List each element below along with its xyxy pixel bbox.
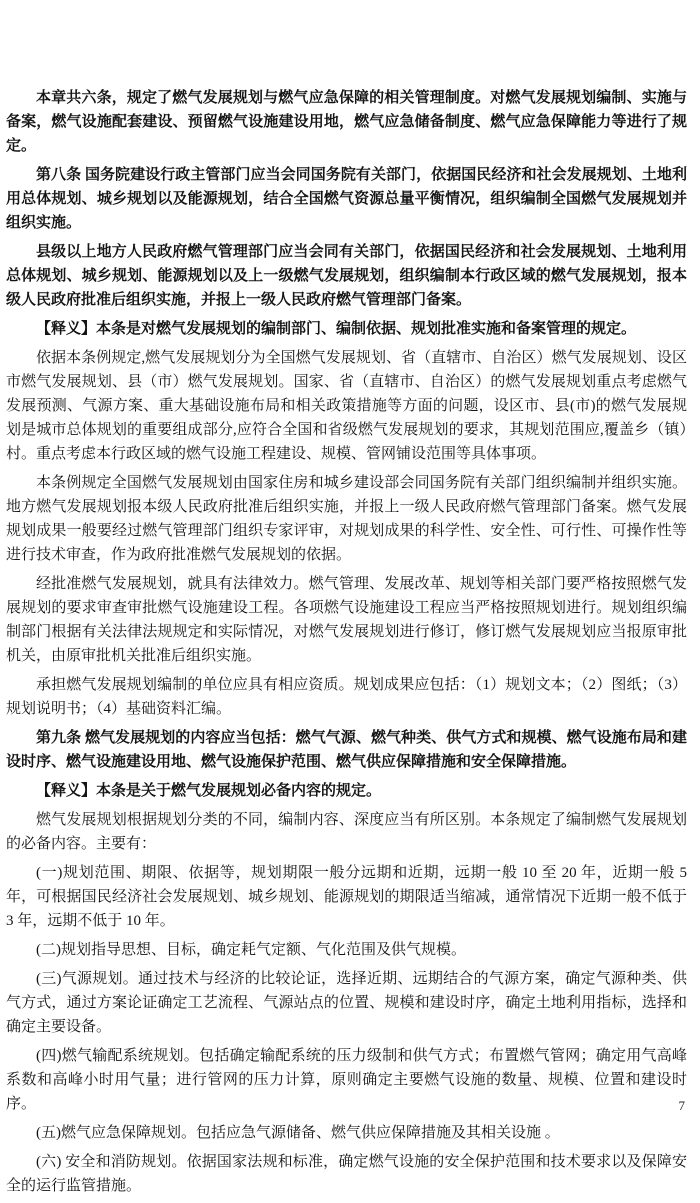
list-item-paragraph: (二)规划指导思想、目标，确定耗气定额、气化范围及供气规模。 [36,942,466,958]
interpretation-paragraph: 本条例规定全国燃气发展规划由国家住房和城乡建设部会同国务院有关部门组织编制并组织实施。地方燃气发展规划报本级人民政府批准后组织实施，并报上一级人民政府燃气管理部门备案。燃气发展规划成果一般要经过燃气管理部门组织专家评审，对规划成果的科学性、安全性、可行性、可操作性等进行技术审查，作为政府批准燃气发展规划的依据。 [6,475,687,563]
article-8-text-continued: 县级以上地方人民政府燃气管理部门应当会同有关部门，依据国民经济和社会发展规划、土地利用总体规划、城乡规划、能源规划以及上一级燃气发展规划，组织编制本行政区域的燃气发展规划，报本级人民政府批准后组织实施，并报上一级人民政府燃气管理部门备案。 [6,244,687,308]
chapter-overview-paragraph: 本章共六条，规定了燃气发展规划与燃气应急保障的相关管理制度。对燃气发展规划编制、实施与备案，燃气设施配套建设、预留燃气设施建设用地，燃气应急储备制度、燃气应急保障能力等进行了规定。 [6,90,687,154]
list-item-paragraph: (六) 安全和消防规划。依据国家法规和标准，确定燃气设施的安全保护范围和技术要求以及保障安全的运行监管措施。 [6,1154,687,1194]
interpretation-paragraph: 经批准燃气发展规划，就具有法律效力。燃气管理、发展改革、规划等相关部门要严格按照燃气发展规划的要求审查审批燃气设施建设工程。各项燃气设施建设工程应当严格按照规划进行。规划组织编制部门根据有关法律法规规定和实际情况，对燃气发展规划进行修订，修订燃气发展规划应当报原审批机关，由原审批机关批准后组织实施。 [6,576,687,664]
list-item-paragraph: (三)气源规划。通过技术与经济的比较论证，选择近期、远期结合的气源方案，确定气源种类、供气方式，通过方案论证确定工艺流程、气源站点的位置、规模和建设时序，确定土地利用指标，选择和确定主要设备。 [6,971,687,1035]
article-8-interpretation-heading: 【释义】本条是对燃气发展规划的编制部门、编制依据、规划批准实施和备案管理的规定。 [36,321,637,337]
interpretation-paragraph: 依据本条例规定,燃气发展规划分为全国燃气发展规划、省（直辖市、自治区）燃气发展规划、设区市燃气发展规划、县（市）燃气发展规划。国家、省（直辖市、自治区）的燃气发展规划重点考虑燃气发展预测、气源方案、重大基础设施布局和相关政策措施等方面的问题，设区市、县(市)的燃气发展规划是城市总体规划的重要组成部分,应符合全国和省级燃气发展规划的要求，其规划范围应,覆盖乡（镇）村。重点考虑本行政区域的燃气设施工程建设、规模、管网铺设范围等具体事项。 [6,350,687,462]
article-9-text: 第九条 燃气发展规划的内容应当包括：燃气气源、燃气种类、供气方式和规模、燃气设施布局和建设时序、燃气设施建设用地、燃气设施保护范围、燃气供应保障措施和安全保障措施。 [6,730,687,770]
article-8-text: 第八条 国务院建设行政主管部门应当会同国务院有关部门，依据国民经济和社会发展规划、土地利用总体规划、城乡规划以及能源规划，结合全国燃气资源总量平衡情况，组织编制全国燃气发展规划并组织实施。 [6,167,687,231]
page-number: 7 [678,1098,685,1113]
interpretation-paragraph: 燃气发展规划根据规划分类的不同，编制内容、深度应当有所区别。本条规定了编制燃气发展规划的必备内容。主要有： [6,812,687,852]
article-9-interpretation-heading: 【释义】本条是关于燃气发展规划必备内容的规定。 [36,783,382,799]
interpretation-paragraph: 承担燃气发展规划编制的单位应具有相应资质。规划成果应包括：（1）规划文本；（2）图纸；（3）规划说明书；（4）基础资料汇编。 [6,677,687,717]
document-content [6,86,687,1203]
list-item-paragraph: (一)规划范围、期限、依据等，规划期限一般分远期和近期，远期一般 10 至 20 年，近期一般 5 年，可根据国民经济社会发展规划、城乡规划、能源规划的期限适当缩减，通常情况下近期一般不低于 3 年，远期不低于 10 年。 [6,865,687,929]
list-item-paragraph: (五)燃气应急保障规划。包括应急气源储备、燃气供应保障措施及其相关设施 。 [36,1125,560,1141]
list-item-paragraph: (四)燃气输配系统规划。包括确定输配系统的压力级制和供气方式；布置燃气管网；确定用气高峰系数和高峰小时用气量；进行管网的压力计算，原则确定主要燃气设施的数量、规模、位置和建设时序。 [6,1048,687,1112]
